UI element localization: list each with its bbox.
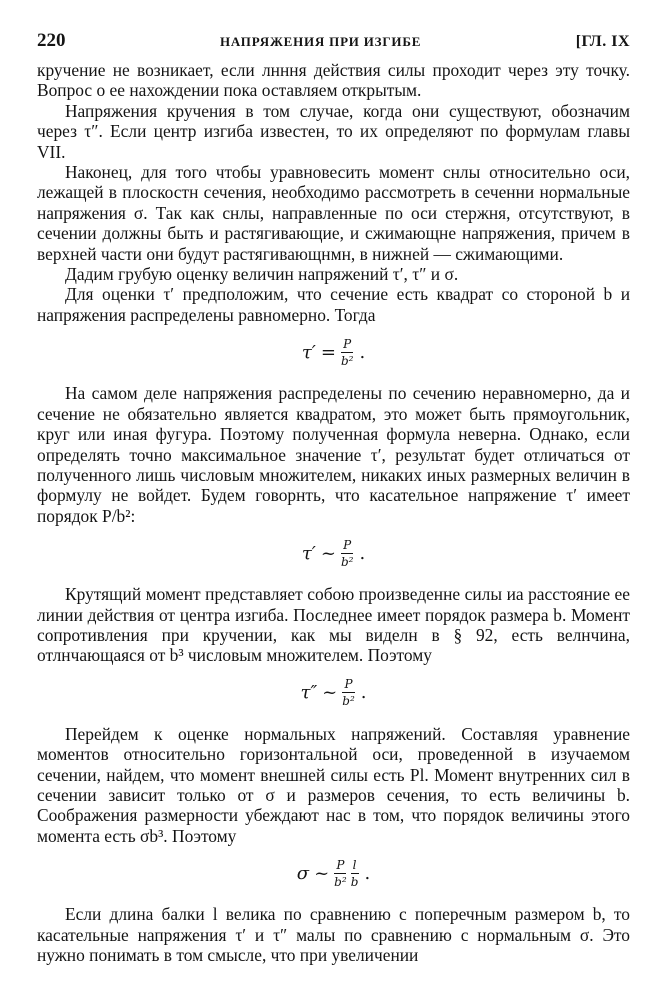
paragraph: Напряжения кручения в том случае, когда они существуют, обозначим через τ″. Если центр изгиба известен, то их определяют по формулам главы VII. (37, 100, 630, 162)
formula-relation: ~ (320, 542, 336, 564)
formula-period: . (360, 682, 367, 704)
fraction-denominator: b² (334, 874, 347, 889)
formula-period: . (359, 542, 366, 564)
paragraph: Если длина балки l велика по сравнению с поперечным размером b, то касательные напряжения τ′ и τ″ малы по сравнению с нормальным σ. Это нужно понимать в том смысле, что при увеличении (37, 904, 630, 965)
formula-lhs: τ′ (301, 542, 316, 564)
page-number: 220 (37, 30, 66, 51)
paragraph: Дадим грубую оценку величин напряжений τ′, τ″ и σ. (65, 264, 459, 285)
formula-tau-prime-equals (37, 331, 630, 373)
fraction-numerator: P (343, 336, 352, 351)
paragraph: кручение не возникает, если лнння действия силы проходит через эту точку. Вопрос о ее нахождении пока оставляем открытым. (37, 60, 630, 101)
formula-sigma-order (37, 852, 630, 894)
formula-lhs: τ″ (300, 682, 318, 704)
formula-relation: ~ (314, 862, 330, 884)
formula-fraction (341, 538, 354, 569)
fraction-denominator: b² (340, 554, 354, 569)
paragraph: На самом деле напряжения распределены по сечению неравномерно, да и сечение не обязательно является квадратом, это может быть прямоугольник, круг или иная фугура. Поэтому полученная формула неверна. Однако, если определять точно максимальное значение τ′, результат будет отличаться от полученного лишь числовым множителем, никаких иных размерных величин в формулу не войдет. Будем говорнть, что касательное напряжение τ′ имеет порядок P/b²: (37, 383, 630, 526)
paragraph: Перейдем к оценке нормальных напряжений. Составляя уравнение моментов относительно горизонтальной оси, проведенной в изучаемом сечении, найдем, что момент внешней силы есть Pl. Момент внутренних сил в сечении зависит только от σ и размеров сечения, то есть величины b. Соображения размерности убеждают нас в том, что порядок величины этого момента есть σb³. Поэтому (37, 723, 630, 846)
fraction-numerator: l (352, 857, 357, 872)
formula-period: . (364, 862, 371, 884)
formula-relation: ~ (322, 682, 338, 704)
fraction-numerator: P (343, 537, 352, 552)
formula-fraction (351, 858, 359, 889)
paragraph: Крутящий момент представляет собою произведенне силы иа расстояние ее линии действия от центра изгиба. Последнее имеет порядок размера b. Момент сопротивления при кручении, как мы виделн в § 92, есть велнчина, отлнчающаяся от b³ числовым множителем. Поэтому (37, 584, 630, 666)
page-header (37, 30, 630, 60)
formula-relation: = (320, 341, 336, 363)
fraction-denominator: b (350, 874, 359, 889)
fraction-denominator: b² (340, 353, 354, 368)
formula-tau-double-prime-order (37, 672, 630, 714)
formula-fraction (342, 677, 355, 708)
formula-fraction (334, 858, 347, 889)
formula-tau-prime-order (37, 532, 630, 574)
fraction-numerator: P (336, 857, 345, 872)
formula-period: . (359, 341, 366, 363)
paragraph: Наконец, для того чтобы уравновесить момент снлы относительно оси, лежащей в плоскостн сечения, необходимо рассмотреть в сеченни нормальные напряжения σ. Так как снлы, направленные по оси стержня, отсутствуют, в сечении должны быть и растягивающие, и сжимающне напряжения, причем в верхней части они будут растягивающнмн, в нижней — сжимающими. (37, 162, 630, 264)
running-title: НАПРЯЖЕНИЯ ПРИ ИЗГИБЕ (220, 34, 422, 49)
chapter-marker: [ГЛ. IX (575, 33, 630, 50)
formula-lhs: τ′ (301, 341, 316, 363)
formula-lhs: σ (296, 862, 310, 884)
paragraph: Для оценки τ′ предположим, что сечение есть квадрат со стороной b и напряжения распределены равномерно. Тогда (37, 284, 630, 325)
fraction-numerator: P (344, 677, 353, 692)
formula-fraction (341, 337, 354, 368)
fraction-denominator: b² (342, 694, 355, 709)
